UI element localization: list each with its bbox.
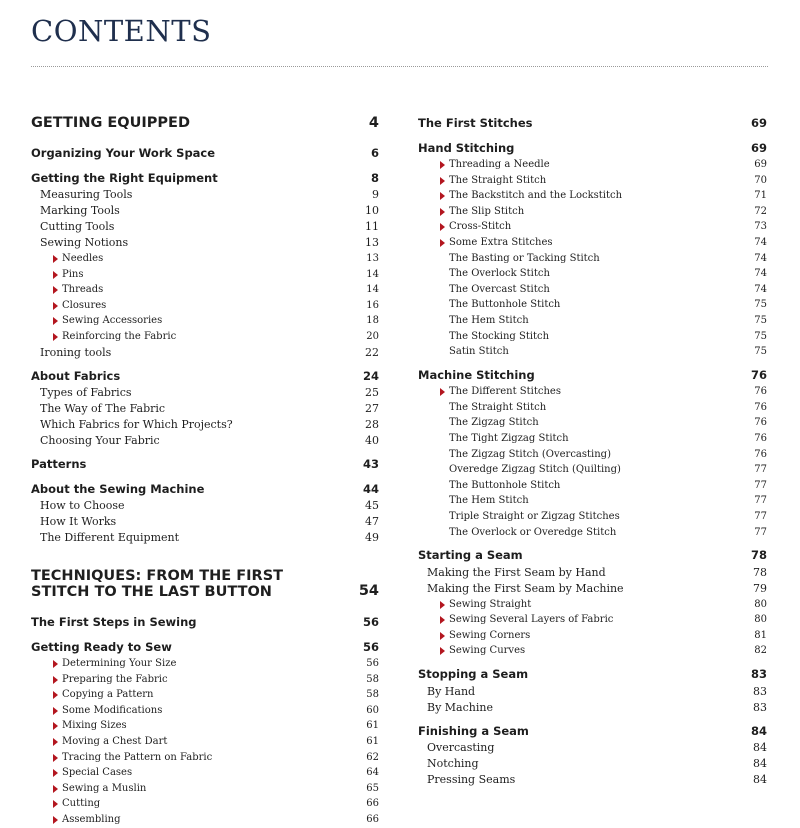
toc-entry <box>31 282 379 298</box>
toc-entry-title: Tracing the Pattern on Fabric <box>53 750 212 766</box>
toc-entry <box>418 344 767 360</box>
toc-entry-page-number: 62 <box>366 751 379 763</box>
toc-entry-title: Mixing Sizes <box>53 718 127 734</box>
toc-entry-page-number: 10 <box>365 204 379 217</box>
toc-entry <box>418 525 767 541</box>
toc-entry <box>418 114 767 133</box>
toc-entry <box>31 298 379 314</box>
toc-entry <box>31 750 379 766</box>
toc-entry <box>31 267 379 283</box>
toc-entry-page-number: 79 <box>753 581 767 595</box>
toc-entry-title: Sewing Straight <box>440 597 531 613</box>
toc-entry-title: Ironing tools <box>40 345 112 359</box>
toc-entry-title: Special Cases <box>53 765 132 781</box>
toc-entry <box>31 765 379 781</box>
toc-entry-page-number: 80 <box>754 598 767 610</box>
toc-entry-title: About the Sewing Machine <box>31 481 205 496</box>
toc-entry-page-number: 75 <box>754 330 767 342</box>
toc-entry <box>31 169 379 188</box>
toc-entry-title: Reinforcing the Fabric <box>53 329 176 345</box>
toc-entry <box>418 173 767 189</box>
toc-entry <box>31 672 379 688</box>
toc-entry-page-number: 73 <box>754 221 767 233</box>
toc-entry <box>31 656 379 672</box>
toc-entry <box>418 597 767 613</box>
toc-entry <box>418 772 767 788</box>
toc-entry <box>31 568 379 600</box>
toc-entry <box>31 455 379 474</box>
toc-entry-page-number: 58 <box>366 673 379 685</box>
toc-entry-page-number: 77 <box>754 495 767 507</box>
toc-entry-title: The Buttonhole Stitch <box>449 479 561 491</box>
toc-entry-page-number: 11 <box>365 220 379 233</box>
toc-entry-title: Assembling <box>53 812 121 828</box>
toc-entry-page-number: 76 <box>750 367 767 382</box>
toc-entry-page-number: 4 <box>368 115 379 131</box>
toc-entry <box>31 638 379 657</box>
toc-entry-title: Preparing the Fabric <box>53 672 168 688</box>
toc-entry-title: Measuring Tools <box>40 188 133 201</box>
toc-entry-page-number: 76 <box>754 417 767 429</box>
toc-entry <box>31 329 379 345</box>
toc-entry-title: The Basting or Tacking Stitch <box>449 252 600 264</box>
toc-entry-page-number: 84 <box>753 773 767 787</box>
toc-entry-title: Sewing Accessories <box>53 313 162 329</box>
toc-entry-title: Determining Your Size <box>53 656 176 672</box>
toc-entry-page-number: 71 <box>754 190 767 202</box>
toc-entry <box>418 612 767 628</box>
toc-entry <box>418 219 767 235</box>
toc-entry-title: The Straight Stitch <box>440 173 546 189</box>
toc-entry <box>418 297 767 313</box>
toc-entry <box>418 581 767 597</box>
toc-entry <box>31 219 379 235</box>
toc-entry-page-number: 56 <box>366 658 379 670</box>
toc-entry <box>418 740 767 756</box>
toc-entry-title: Cutting Tools <box>40 220 115 233</box>
toc-entry-title: Threading a Needle <box>440 157 550 173</box>
toc-entry-page-number: 77 <box>754 526 767 538</box>
toc-entry-page-number: 69 <box>750 116 767 130</box>
toc-entry-page-number: 76 <box>754 386 767 398</box>
toc-entry-page-number: 75 <box>754 299 767 311</box>
toc-entry-page-number: 9 <box>372 188 379 201</box>
toc-entry <box>418 266 767 282</box>
toc-entry <box>418 431 767 447</box>
toc-entry-title: The Zigzag Stitch <box>449 417 539 429</box>
toc-entry-title: Moving a Chest Dart <box>53 734 167 750</box>
toc-entry-title: Some Extra Stitches <box>440 235 553 251</box>
toc-entry-title: By Hand <box>427 684 476 698</box>
toc-entry-title: About Fabrics <box>31 368 121 383</box>
toc-entry-page-number: 58 <box>366 689 379 701</box>
toc-entry-page-number: 13 <box>365 236 379 249</box>
toc-entry <box>418 509 767 525</box>
toc-entry-title: Making the First Seam by Hand <box>427 565 606 579</box>
toc-entry-page-number: 74 <box>754 268 767 280</box>
toc-entry <box>31 734 379 750</box>
toc-entry-title: The Stocking Stitch <box>449 330 550 342</box>
toc-entry-title: How It Works <box>40 515 117 529</box>
toc-entry-title: The Buttonhole Stitch <box>449 299 561 311</box>
toc-entry-title: The Way of The Fabric <box>40 402 166 416</box>
toc-entry-page-number: 82 <box>754 645 767 657</box>
toc-entry-page-number: 77 <box>754 464 767 476</box>
toc-entry-page-number: 60 <box>366 704 379 716</box>
toc-entry-page-number: 70 <box>754 174 767 186</box>
toc-entry-title: The Different Equipment <box>40 531 180 545</box>
toc-entry-title: Hand Stitching <box>418 140 515 155</box>
toc-entry-title: Pins <box>53 267 84 283</box>
toc-entry <box>31 115 379 131</box>
toc-entry-page-number: 49 <box>365 531 379 545</box>
toc-entry <box>418 366 767 385</box>
toc-entry <box>31 251 379 267</box>
toc-entry <box>418 665 767 684</box>
toc-entry-title: Sewing Curves <box>440 643 525 659</box>
toc-entry-page-number: 80 <box>754 614 767 626</box>
toc-entry-page-number: 74 <box>754 252 767 264</box>
toc-entry-title: Threads <box>53 282 103 298</box>
toc-entry <box>418 493 767 509</box>
toc-entry <box>418 282 767 298</box>
toc-entry <box>31 480 379 499</box>
toc-entry-title: The Straight Stitch <box>449 401 547 413</box>
toc-entry-title: Needles <box>53 251 103 267</box>
toc-entry-page-number: 47 <box>365 515 379 529</box>
toc-entry <box>31 433 379 449</box>
toc-entry-page-number: 69 <box>754 159 767 170</box>
toc-entry-page-number: 76 <box>754 448 767 460</box>
toc-entry <box>31 530 379 546</box>
toc-entry-page-number: 74 <box>754 283 767 295</box>
toc-entry-title: The Overcast Stitch <box>449 283 550 295</box>
toc-entry <box>31 796 379 812</box>
toc-entry <box>418 643 767 659</box>
toc-entry-page-number: 61 <box>366 720 379 732</box>
toc-entry-title: Copying a Pattern <box>53 687 154 703</box>
toc-entry <box>31 417 379 433</box>
toc-entry-page-number: 8 <box>370 170 379 185</box>
toc-entry-title: Triple Straight or Zigzag Stitches <box>449 510 620 522</box>
toc-entry-page-number: 81 <box>754 629 767 641</box>
toc-entry <box>418 546 767 565</box>
toc-entry-title: Sewing Notions <box>40 236 129 249</box>
toc-entry <box>31 203 379 219</box>
toc-entry-title: Overcasting <box>427 741 495 755</box>
toc-entry <box>31 313 379 329</box>
toc-entry <box>31 687 379 703</box>
toc-entry-page-number: 75 <box>754 314 767 326</box>
toc-entry-page-number: 40 <box>365 434 379 448</box>
toc-entry-title: Organizing Your Work Space <box>31 146 216 160</box>
toc-entry-title: Getting Ready to Sew <box>31 639 172 654</box>
toc-entry-page-number: 18 <box>366 315 379 327</box>
toc-entry <box>31 401 379 417</box>
toc-entry-page-number: 76 <box>754 401 767 413</box>
toc-entry <box>31 718 379 734</box>
toc-entry-page-number: 64 <box>366 767 379 779</box>
toc-entry <box>31 613 379 632</box>
toc-column-left <box>31 115 379 828</box>
toc-entry-page-number: 74 <box>754 236 767 248</box>
toc-entry <box>418 157 767 173</box>
toc-entry-title: The Hem Stitch <box>449 495 529 507</box>
toc-entry-title: Which Fabrics for Which Projects? <box>40 418 233 432</box>
toc-entry <box>31 703 379 719</box>
toc-entry-page-number: 61 <box>366 736 379 748</box>
toc-entry-title: Notching <box>427 757 479 771</box>
toc-entry-title: How to Choose <box>40 499 125 513</box>
toc-entry-page-number: 72 <box>754 205 767 217</box>
toc-entry-title: The Backstitch and the Lockstitch <box>440 188 622 204</box>
toc-entry <box>418 384 767 400</box>
toc-entry-title: Choosing Your Fabric <box>40 434 160 448</box>
toc-entry <box>31 812 379 828</box>
toc-entry <box>31 781 379 797</box>
toc-entry-title: Machine Stitching <box>418 367 535 382</box>
toc-entry <box>31 385 379 401</box>
toc-entry-title: Sewing a Muslin <box>53 781 146 797</box>
toc-entry-title: GETTING EQUIPPED <box>31 115 190 131</box>
toc-entry-page-number: 20 <box>366 330 379 342</box>
toc-entry <box>31 345 379 361</box>
toc-entry-page-number: 76 <box>754 433 767 444</box>
toc-entry <box>31 144 379 163</box>
toc-entry <box>418 188 767 204</box>
toc-entry-page-number: 83 <box>753 700 767 714</box>
toc-entry-title: Sewing Several Layers of Fabric <box>440 612 613 628</box>
toc-entry-title: The Overlock or Overedge Stitch <box>449 526 617 538</box>
toc-entry <box>31 498 379 514</box>
toc-entry <box>418 756 767 772</box>
toc-entry <box>418 684 767 700</box>
toc-entry-page-number: 22 <box>365 345 379 359</box>
toc-entry-page-number: 78 <box>753 565 767 579</box>
toc-entry-page-number: 75 <box>754 346 767 358</box>
toc-entry-page-number: 16 <box>366 299 379 311</box>
toc-entry-page-number: 77 <box>754 479 767 491</box>
toc-entry-page-number: 84 <box>753 757 767 771</box>
toc-entry-title: Patterns <box>31 457 87 472</box>
toc-entry <box>418 251 767 267</box>
toc-entry-page-number: 77 <box>754 510 767 522</box>
toc-entry-title: The Overlock Stitch <box>449 268 550 280</box>
toc-entry-page-number: 69 <box>750 140 767 155</box>
toc-entry-page-number: 14 <box>366 268 379 280</box>
toc-entry-page-number: 65 <box>366 782 379 794</box>
toc-entry <box>31 367 379 386</box>
toc-entry-page-number: 66 <box>366 814 379 825</box>
page-title: CONTENTS <box>31 14 212 48</box>
toc-entry-title: Pressing Seams <box>427 773 516 787</box>
toc-entry <box>418 565 767 581</box>
toc-entry-page-number: 83 <box>750 667 767 682</box>
toc-entry-title: Stopping a Seam <box>418 667 529 682</box>
toc-entry-title: Closures <box>53 298 106 314</box>
toc-entry-title: The Slip Stitch <box>440 204 524 220</box>
toc-entry-title: The Hem Stitch <box>449 314 529 326</box>
toc-entry <box>31 187 379 203</box>
toc-entry <box>418 400 767 416</box>
toc-entry-title: The First Stitches <box>418 116 533 130</box>
toc-entry-page-number: 25 <box>365 386 379 400</box>
toc-entry-page-number: 6 <box>370 146 379 160</box>
toc-entry-page-number: 13 <box>366 253 379 264</box>
toc-entry-page-number: 84 <box>753 741 767 755</box>
toc-entry <box>418 313 767 329</box>
toc-entry-page-number: 78 <box>750 548 767 563</box>
toc-entry-title: Types of Fabrics <box>40 386 132 400</box>
toc-entry-title: Making the First Seam by Machine <box>427 581 624 595</box>
toc-entry <box>418 139 767 158</box>
toc-entry-title: Some Modifications <box>53 703 162 719</box>
toc-entry-page-number: 45 <box>365 499 379 513</box>
toc-entry-title: The Zigzag Stitch (Overcasting) <box>449 448 611 460</box>
toc-entry-title: The First Steps in Sewing <box>31 615 197 630</box>
toc-entry-title: Sewing Corners <box>440 628 530 644</box>
toc-entry-page-number: 56 <box>362 639 379 654</box>
toc-entry-page-number: 14 <box>366 284 379 296</box>
toc-entry-title: By Machine <box>427 700 493 714</box>
toc-entry-page-number: 44 <box>362 481 379 496</box>
toc-entry-page-number: 27 <box>365 402 379 416</box>
toc-entry <box>418 329 767 345</box>
toc-entry-title: Starting a Seam <box>418 548 523 563</box>
toc-entry <box>418 447 767 463</box>
toc-entry-page-number: 56 <box>362 615 379 630</box>
toc-entry <box>418 478 767 494</box>
toc-entry <box>418 235 767 251</box>
toc-entry-page-number: 24 <box>362 368 379 383</box>
toc-entry-page-number: 28 <box>365 418 379 432</box>
toc-entry <box>31 235 379 251</box>
toc-entry-title: Finishing a Seam <box>418 723 529 738</box>
toc-entry <box>418 722 767 741</box>
toc-entry-title: Satin Stitch <box>449 346 509 358</box>
toc-entry-title: Cross-Stitch <box>440 219 511 235</box>
toc-entry-page-number: 54 <box>358 583 379 600</box>
toc-entry-page-number: 84 <box>750 723 767 738</box>
toc-entry <box>418 462 767 478</box>
toc-entry-title: Getting the Right Equipment <box>31 170 218 185</box>
toc-entry-page-number: 83 <box>753 684 767 698</box>
toc-entry <box>418 415 767 431</box>
toc-entry <box>418 204 767 220</box>
title-divider <box>31 66 768 67</box>
toc-entry <box>418 700 767 716</box>
toc-entry-title: The Different Stitches <box>440 384 561 400</box>
toc-entry-title: Marking Tools <box>40 204 120 217</box>
toc-entry-title: TECHNIQUES: FROM THE FIRST STITCH TO THE LAST BUTTON <box>31 568 284 601</box>
toc-entry-title: Overedge Zigzag Stitch (Quilting) <box>449 464 621 476</box>
toc-entry-title: Cutting <box>53 796 100 812</box>
toc-entry-page-number: 66 <box>366 798 379 810</box>
toc-entry-page-number: 43 <box>362 457 379 472</box>
toc-column-right <box>418 114 767 788</box>
toc-entry <box>418 628 767 644</box>
toc-entry <box>31 514 379 530</box>
toc-entry-title: The Tight Zigzag Stitch <box>449 433 569 444</box>
